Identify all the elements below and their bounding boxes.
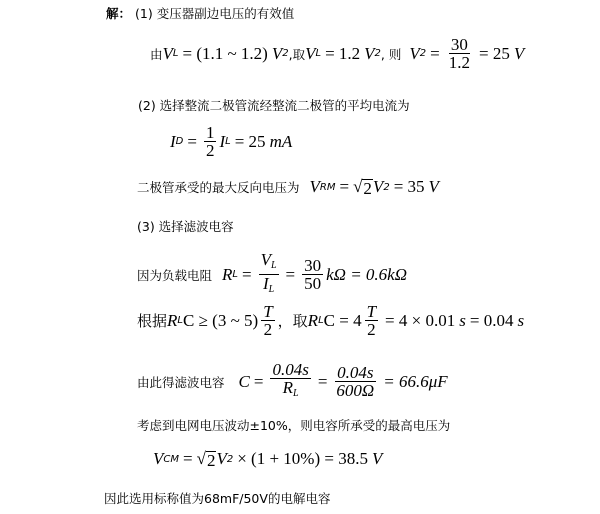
eq6-fraction-b	[334, 364, 376, 399]
eq1-sub: 2	[282, 48, 289, 59]
eq2-var: I	[170, 131, 176, 151]
eq2-sub: L	[225, 136, 231, 147]
eq1-fraction	[447, 36, 472, 71]
eq5-result: = 0.04	[469, 310, 514, 330]
eq5-unit: s	[459, 310, 466, 330]
eq6-fraction-a	[270, 361, 310, 402]
eq4-fraction-b	[302, 257, 323, 292]
eq2-numerator: 1	[205, 123, 215, 142]
eq1-denominator: 1.2	[448, 53, 470, 72]
eq4-numerator: 30	[304, 256, 322, 275]
line3-unit: V	[428, 177, 439, 196]
eq5-condition: C ≥ (3 ~ 5)	[182, 310, 259, 330]
eq4-sub: L	[270, 260, 277, 271]
sqrt-sign: √	[196, 449, 206, 468]
step1-heading	[106, 4, 294, 22]
eq6-sub: L	[293, 388, 299, 399]
eq6-equals: =	[253, 371, 264, 391]
eq2-sub: D	[175, 136, 184, 147]
eq2-row	[170, 124, 292, 159]
eq4-denominator: I	[262, 274, 269, 293]
eq4-fraction-a	[259, 251, 279, 298]
eq6-denominator: R	[282, 378, 294, 397]
eq6-text: 由此得滤波电容	[137, 374, 225, 390]
eq1-sub: 2	[419, 48, 427, 59]
eq5-row	[137, 303, 524, 338]
eq6-numerator: 0.04s	[272, 360, 309, 379]
eq1-var: V	[409, 43, 420, 63]
step3-heading	[137, 217, 234, 235]
eq2-var: I	[219, 131, 226, 151]
eq4-text: 因为负载电阻	[137, 267, 213, 283]
eq1-var: V	[364, 43, 375, 63]
line3-sub: 2	[383, 181, 390, 193]
conclusion-text: 因此选用标称值为68mF/50V的电解电容	[104, 491, 331, 506]
eq1-var: V	[162, 43, 173, 63]
sqrt-radicand: 2	[206, 451, 216, 470]
eq8-sub: 2	[226, 453, 234, 465]
eq1-take: ,取	[288, 46, 306, 62]
eq1-prefix: 由	[150, 46, 163, 62]
eq1-var: V	[271, 43, 283, 63]
line3-sub: RM	[319, 181, 336, 193]
eq5-product: = 4 × 0.01	[385, 310, 456, 330]
eq4-denominator: 50	[304, 274, 322, 293]
eq5-var: R	[167, 310, 178, 330]
eq4-numerator: V	[260, 250, 271, 269]
eq5-sub: L	[318, 315, 324, 326]
eq1-coef: = 1.2	[325, 43, 361, 63]
eq5-denominator: 2	[263, 320, 273, 339]
eq8-row	[153, 449, 382, 469]
eq5-take: ，取	[277, 312, 308, 330]
step2-text: (2) 选择整流二极管流经整流二极管的平均电流为	[138, 98, 410, 113]
eq5-numerator: T	[263, 302, 273, 321]
eq5-assignment: C = 4	[323, 310, 362, 330]
eq6-numerator: 0.04s	[337, 363, 374, 382]
solution-label: 解：	[106, 6, 132, 21]
eq4-sub: L	[232, 269, 238, 280]
eq1-sub: 2	[374, 48, 381, 59]
eq5-var: R	[307, 310, 319, 330]
step2-heading	[138, 96, 410, 114]
line7-text: 考虑到电网电压波动±10%，则电容所承受的最高电压为	[137, 418, 451, 433]
conclusion-row	[104, 489, 330, 507]
eq6-var: C	[238, 371, 250, 391]
eq8-equals: =	[183, 449, 193, 468]
line3-var: V	[372, 177, 384, 196]
line7-row	[137, 416, 450, 434]
eq6-equals: =	[317, 371, 328, 391]
eq8-var: V	[216, 449, 227, 468]
eq8-unit: V	[371, 449, 383, 468]
eq1-var: V	[305, 43, 316, 63]
step3-text: (3) 选择滤波电容	[137, 219, 234, 234]
eq1-range: = (1.1 ~ 1.2)	[182, 43, 268, 63]
line3-text: 二极管承受的最大反向电压为	[137, 180, 300, 195]
sqrt-sign: √	[353, 177, 363, 196]
eq5-sub: L	[177, 315, 183, 326]
eq1-equals: =	[430, 43, 440, 63]
eq6-row	[137, 361, 452, 402]
eq2-result: = 25	[234, 131, 266, 151]
eq5-unit: s	[517, 310, 525, 330]
line3-row	[137, 177, 439, 197]
eq4-row	[137, 251, 407, 298]
eq2-unit: mA	[269, 131, 293, 151]
line3-equals: =	[339, 177, 350, 196]
line3-result: = 35	[393, 177, 425, 196]
eq8-sub: CM	[163, 453, 180, 465]
sqrt-radicand: 2	[363, 179, 372, 198]
eq1-sub: L	[172, 48, 179, 59]
eq6-result: = 66.6μF	[383, 371, 448, 391]
eq4-equals: =	[241, 264, 252, 284]
eq5-fraction-b	[365, 303, 378, 338]
eq1-numerator: 30	[450, 35, 468, 54]
eq1-row	[150, 36, 524, 71]
eq6-denominator: 600Ω	[336, 381, 375, 400]
eq2-equals: =	[187, 131, 197, 151]
eq2-fraction	[204, 124, 217, 159]
line3-var: V	[309, 177, 320, 196]
eq5-fraction-a	[261, 303, 274, 338]
eq1-unit: V	[513, 43, 525, 63]
eq4-sub: L	[268, 284, 275, 295]
eq4-result: kΩ = 0.6kΩ	[326, 264, 408, 284]
line3-sqrt	[353, 177, 373, 197]
eq5-numerator: T	[366, 302, 377, 321]
eq8-var: V	[153, 449, 164, 468]
eq4-equals: =	[285, 264, 296, 284]
step1-text: (1) 变压器副边电压的有效值	[135, 6, 295, 21]
eq2-denominator: 2	[205, 141, 215, 160]
eq5-according: 根据	[137, 312, 168, 330]
eq8-result: × (1 + 10%) = 38.5	[237, 449, 368, 468]
eq8-sqrt	[197, 449, 217, 469]
eq5-denominator: 2	[367, 320, 376, 339]
eq1-result: = 25	[478, 43, 510, 63]
eq1-then: , 则	[380, 46, 402, 62]
eq4-var: R	[222, 264, 233, 284]
eq1-sub: L	[315, 48, 322, 59]
